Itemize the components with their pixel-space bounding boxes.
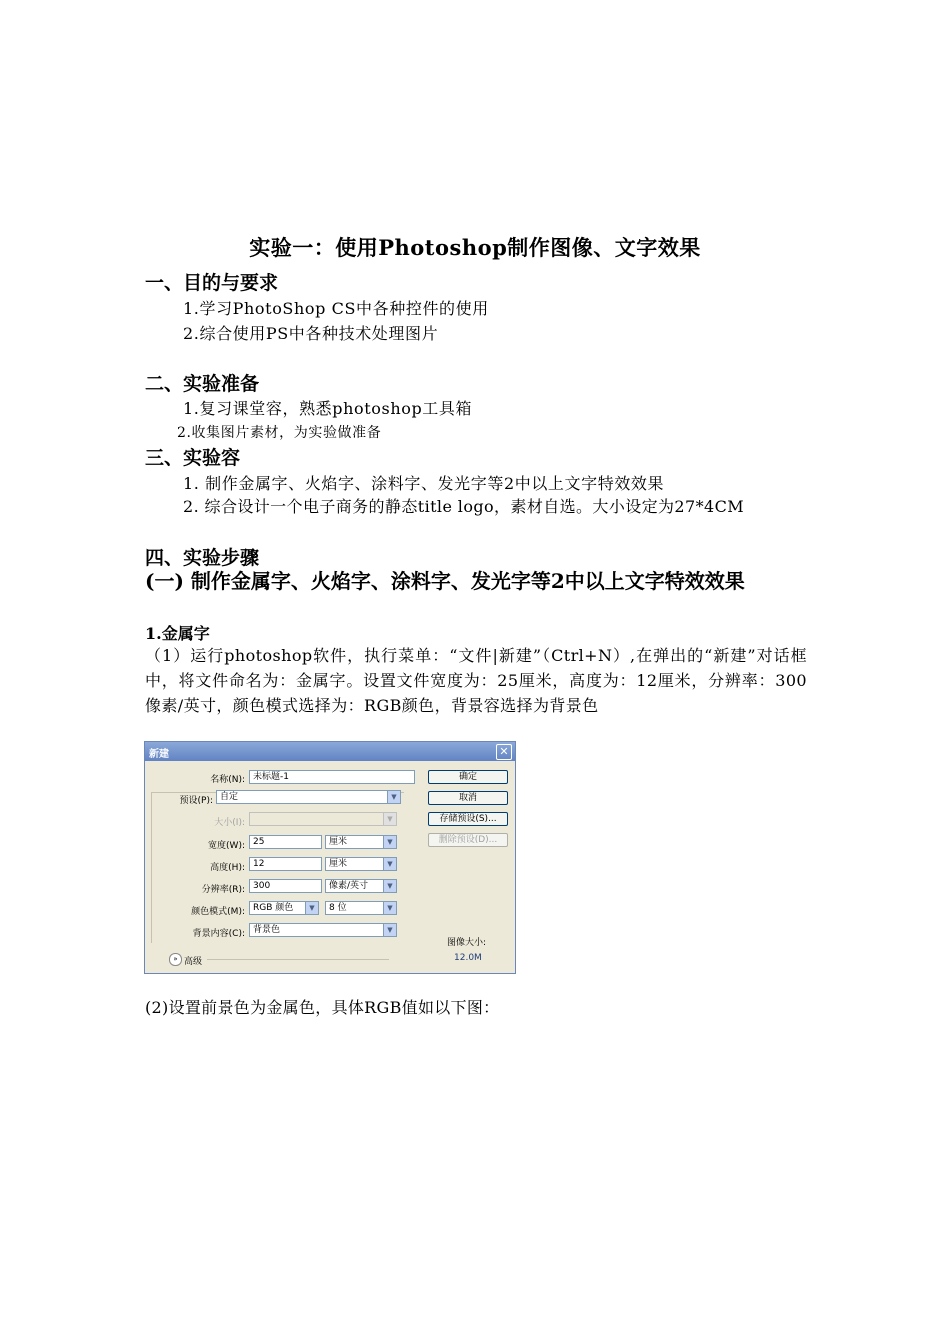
section-2-heading: 二、实验准备 [145,373,260,395]
name-input[interactable]: 未标题-1 [249,770,415,784]
height-label: 高度(H): [210,863,245,873]
chevron-down-icon: ▼ [383,902,396,914]
chevron-down-icon: ▼ [383,813,396,825]
height-unit-select[interactable] [325,857,397,871]
bit-depth-select[interactable] [325,901,397,915]
height-unit-value: 厘米 [329,859,348,869]
name-label: 名称(N): [210,775,245,785]
bit-depth-value: 8 位 [329,903,347,913]
preset-value: 自定 [220,792,239,802]
width-label: 宽度(W): [208,841,245,851]
image-size-label: 图像大小: [447,938,487,948]
section-3-item-1: 1. 制作金属字、火焰字、涂料字、发光字等2中以上文字特效效果 [183,474,665,493]
step-1-paragraph: （1）运行photoshop软件，执行菜单：“文件|新建”（Ctrl+N）,在弹出的“新建”对话框中，将文件命名为：金属字。设置文件宽度为：25厘米，高度为：12厘米，分辨率：300像素/英寸，颜色模式选择为：RGB颜色，背景容选择为背景色 [145,646,807,715]
section-2-item-1: 1.复习课堂容，熟悉photoshop工具箱 [183,399,473,418]
section-1-item-2: 2.综合使用PS中各种技术处理图片 [183,324,439,343]
chevron-down-icon: ▼ [383,880,396,892]
color-mode-label: 颜色模式(M): [191,907,245,917]
image-size-value: 12.0M [454,953,482,963]
chevron-down-icon: ▼ [383,858,396,870]
section-1-item-1: 1.学习PhotoShop CS中各种控件的使用 [183,299,489,318]
ok-button[interactable]: 确定 [428,770,508,784]
background-select[interactable] [249,923,397,937]
chevron-down-icon: ▼ [387,791,400,803]
color-mode-select[interactable] [249,901,319,915]
chevron-down-icon: ▼ [305,902,318,914]
new-document-dialog [144,741,516,974]
section-3-item-2: 2. 综合设计一个电子商务的静态title logo，素材自选。大小设定为27*4CM [183,497,744,516]
expand-icon[interactable]: » [169,953,182,966]
section-2-item-2: 2.收集图片素材，为实验做准备 [177,425,382,441]
advanced-label[interactable]: 高级 [184,957,203,967]
dialog-title: 新建 [149,749,169,760]
size-label: 大小(I): [214,818,245,828]
metal-text-heading: 1.金属字 [145,624,210,643]
advanced-divider [207,959,389,960]
section-1-heading: 一、目的与要求 [145,272,279,294]
height-input[interactable]: 12 [249,857,322,871]
background-label: 背景内容(C): [192,929,245,939]
color-mode-value: RGB 颜色 [253,903,294,913]
width-unit-value: 厘米 [329,837,348,847]
section-3-heading: 三、实验容 [145,447,241,469]
section-4-heading: 四、实验步骤 [145,547,260,569]
section-4-subheading: (一) 制作金属字、火焰字、涂料字、发光字等2中以上文字特效效果 [145,569,745,593]
width-unit-select[interactable] [325,835,397,849]
resolution-input[interactable]: 300 [249,879,322,893]
save-preset-button[interactable]: 存储预设(S)... [428,812,508,826]
step-2-paragraph: (2)设置前景色为金属色，具体RGB值如以下图： [145,998,500,1017]
cancel-button[interactable]: 取消 [428,791,508,805]
close-icon[interactable]: ✕ [496,744,512,760]
width-input[interactable]: 25 [249,835,322,849]
background-value: 背景色 [253,925,281,935]
chevron-down-icon: ▼ [383,924,396,936]
resolution-unit-value: 像素/英寸 [329,881,369,891]
size-select[interactable] [249,812,397,826]
preset-select[interactable] [216,790,401,804]
dialog-titlebar [145,742,515,761]
chevron-down-icon: ▼ [383,836,396,848]
resolution-unit-select[interactable] [325,879,397,893]
delete-preset-button[interactable]: 删除预设(D)... [428,833,508,847]
document-title: 实验一：使用Photoshop制作图像、文字效果 [249,235,701,260]
resolution-label: 分辨率(R): [201,885,245,895]
preset-label: 预设(P): [179,796,213,806]
